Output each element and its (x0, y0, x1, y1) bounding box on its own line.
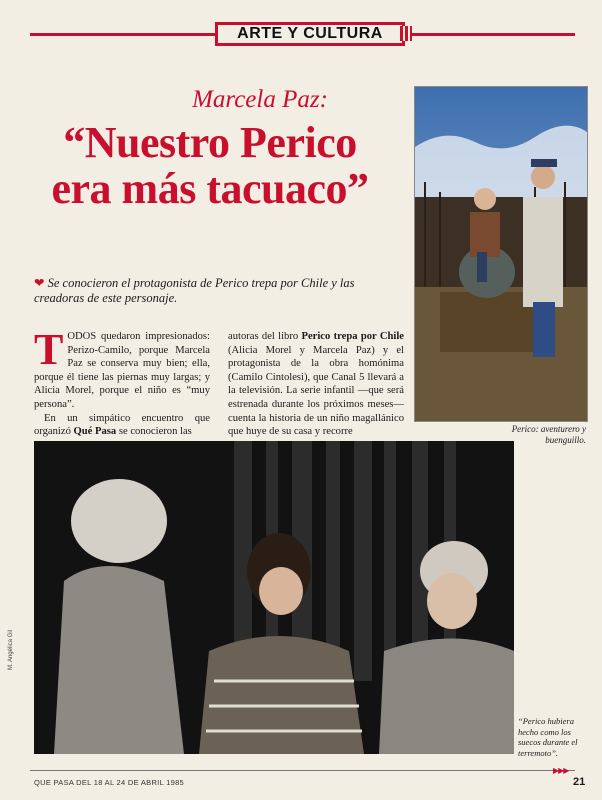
text-column-2 (228, 330, 404, 439)
section-tag-stripes (400, 26, 412, 41)
lede-text: Se conocieron el protagonista de Perico trepa por Chile y las creadoras de este personaje. (34, 276, 355, 305)
section-title: ARTE Y CULTURA (237, 25, 383, 42)
heart-icon: ❤ (34, 276, 45, 290)
col1-paragraph-2a: En un simpático encuentro que organizó (34, 412, 210, 438)
caption-top-photo: Perico: aventurero y buenguillo. (511, 424, 586, 445)
drop-cap: T (34, 325, 64, 374)
article-kicker: Marcela Paz: (192, 86, 328, 113)
text-column-1 (34, 325, 210, 439)
footer-issue: QUE PASA DEL 18 AL 24 DE ABRIL 1985 (34, 778, 185, 787)
article-headline: “Nuestro Perico era más tacuaco” (51, 118, 369, 213)
col1-paragraph-1: ODOS quedaron impresionados: Perizo-Camilo, porque Marcela Paz se conserva muy bien; ella, porque él tiene las piernas muy largas; y Alicia Morel, porque el niño es “muy persona”. (34, 331, 210, 410)
col1-paragraph-2b: se conocieron las (116, 426, 192, 438)
footer-rule (30, 770, 575, 771)
book-title: Perico trepa por Chile (301, 331, 404, 342)
col2-text-b: (Alicia Morel y Marcela Paz) y el protagonista de la obra homónima (Camilo Cintolesi), que Canal 5 llevará a la televisión. La serie infantil —que será estrenada durante los próximos meses— cuenta la historia de un niño magallánico que huye de su casa y recorre (228, 344, 404, 438)
article-lede (34, 276, 406, 306)
photo-credit: M. Angélica Gil (8, 629, 14, 670)
photo-perico-outdoors (414, 86, 588, 422)
continue-arrows-icon: ▶▶▶ (553, 766, 569, 775)
section-tag (215, 22, 405, 46)
magazine-name: Qué Pasa (73, 426, 117, 438)
col2-text-a: autoras del libro (228, 331, 302, 342)
caption-bottom-photo: “Perico hubiera hecho como los suecos durante el terremoto”. (518, 716, 578, 758)
photo-meeting (34, 441, 514, 754)
page-number: 21 (573, 776, 586, 788)
